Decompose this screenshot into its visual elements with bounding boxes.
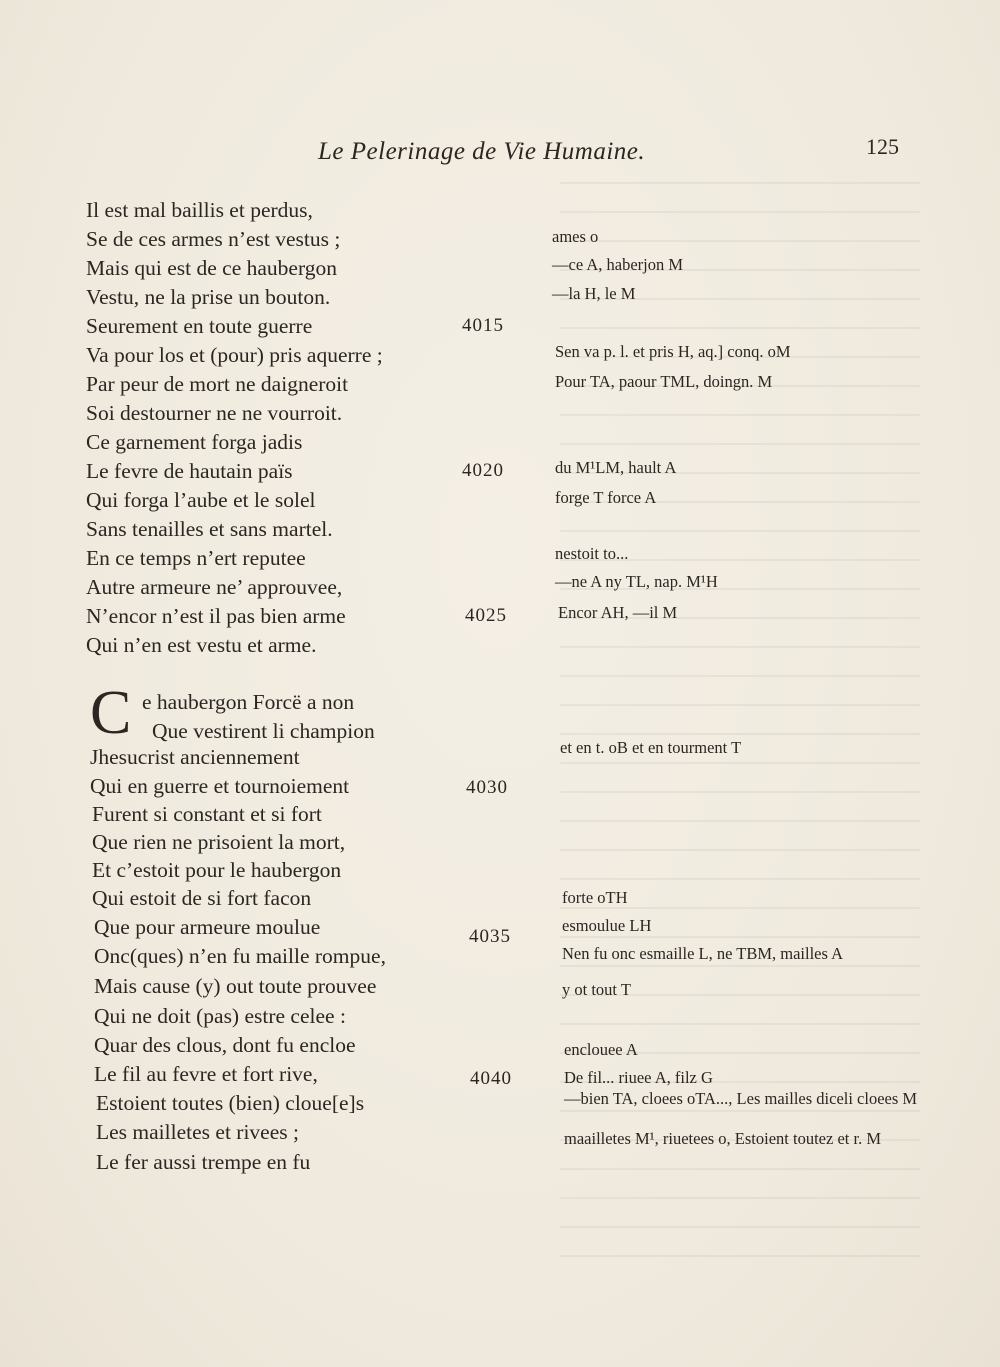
verse-line: Qui en guerre et tournoiement — [90, 774, 350, 798]
verse-line: Qui ne doit (pas) estre celee : — [94, 1004, 346, 1028]
variant-reading: ames o — [552, 227, 599, 246]
verse-line: Quar des clous, dont fu encloe — [94, 1033, 356, 1057]
variant-reading: —ne A ny TL, nap. M¹H — [555, 572, 718, 591]
variant-reading: Pour TA, paour TML, doingn. M — [555, 372, 773, 391]
variant-reading: du M¹LM, hault A — [555, 458, 677, 477]
verse-line: Mais cause (y) out toute prouvee — [94, 974, 377, 998]
verse-line: Le fer aussi trempe en fu — [96, 1150, 311, 1174]
variant-reading: y ot tout T — [562, 980, 631, 999]
variant-reading: maailletes M¹, riuetees o, Estoient toutez et r. M — [564, 1129, 881, 1148]
verse-line: Le fevre de hautain païs — [86, 459, 293, 483]
verse-line: En ce temps n’ert reputee — [86, 546, 306, 570]
verse-line: Autre armeure ne’ approuvee, — [86, 575, 343, 599]
variant-reading: —ce A, haberjon M — [552, 255, 684, 274]
verse-line: Que rien ne prisoient la mort, — [92, 830, 346, 854]
variant-reading: et en t. oB et en tourment T — [560, 738, 742, 757]
verse-line: Jhesucrist anciennement — [90, 745, 300, 769]
line-number: 4040 — [470, 1068, 512, 1089]
verse-line: Les mailletes et rivees ; — [96, 1120, 299, 1144]
verse-line: Sans tenailles et sans martel. — [86, 517, 333, 541]
variant-reading: Nen fu onc esmaille L, ne TBM, mailles A — [562, 944, 844, 963]
verse-line: Il est mal baillis et perdus, — [86, 198, 313, 222]
page-number: 125 — [866, 134, 899, 159]
drop-cap: C — [90, 679, 132, 747]
verse-line: Soi destourner ne ne vourroit. — [86, 401, 343, 425]
verse-line: Vestu, ne la prise un bouton. — [86, 285, 331, 309]
line-number: 4025 — [465, 605, 507, 626]
line-number: 4015 — [462, 315, 504, 336]
verse-line: Qui estoit de si fort facon — [92, 886, 312, 910]
variant-reading: Encor AH, —il M — [558, 603, 678, 622]
variant-reading: forge T force A — [555, 488, 657, 507]
line-number: 4030 — [466, 777, 508, 798]
verse-line: e haubergon Forcë a non — [142, 690, 355, 714]
verse-line: Mais qui est de ce haubergon — [86, 256, 337, 280]
variant-reading: —bien TA, cloees oTA..., Les mailles diceli cloees M — [564, 1089, 918, 1108]
verse-line: Se de ces armes n’est vestus ; — [86, 227, 341, 251]
variant-reading: enclouee A — [564, 1040, 638, 1059]
variant-reading: esmoulue LH — [562, 916, 652, 935]
variant-reading: forte oTH — [562, 888, 628, 907]
verse-line: Onc(ques) n’en fu maille rompue, — [94, 944, 386, 968]
line-number: 4020 — [462, 460, 504, 481]
verse-line: Furent si constant et si fort — [92, 802, 322, 826]
verse-line: Qui n’en est vestu et arme. — [86, 633, 317, 657]
verse-line: Que pour armeure moulue — [94, 915, 321, 939]
verse-line: Qui forga l’aube et le solel — [86, 488, 316, 512]
verse-line: Ce garnement forga jadis — [86, 430, 303, 454]
verse-line: N’encor n’est il pas bien arme — [86, 604, 346, 628]
verse-line: Le fil au fevre et fort rive, — [94, 1062, 318, 1086]
verse-line: Par peur de mort ne daigneroit — [86, 372, 349, 396]
verse-line: Que vestirent li champion — [152, 719, 375, 743]
line-number: 4035 — [469, 926, 511, 947]
running-title: Le Pelerinage de Vie Humaine. — [318, 138, 646, 165]
variant-reading: nestoit to... — [555, 544, 629, 563]
verse-line: Estoient toutes (bien) cloue[e]s — [96, 1091, 365, 1115]
variant-reading: —la H, le M — [552, 284, 636, 303]
verse-line: Et c’estoit pour le haubergon — [92, 858, 342, 882]
variant-reading: Sen va p. l. et pris H, aq.] conq. oM — [555, 342, 791, 361]
variant-reading: De fil... riuee A, filz G — [564, 1068, 713, 1087]
verse-line: Seurement en toute guerre — [86, 314, 313, 338]
verse-line: Va pour los et (pour) pris aquerre ; — [86, 343, 383, 367]
